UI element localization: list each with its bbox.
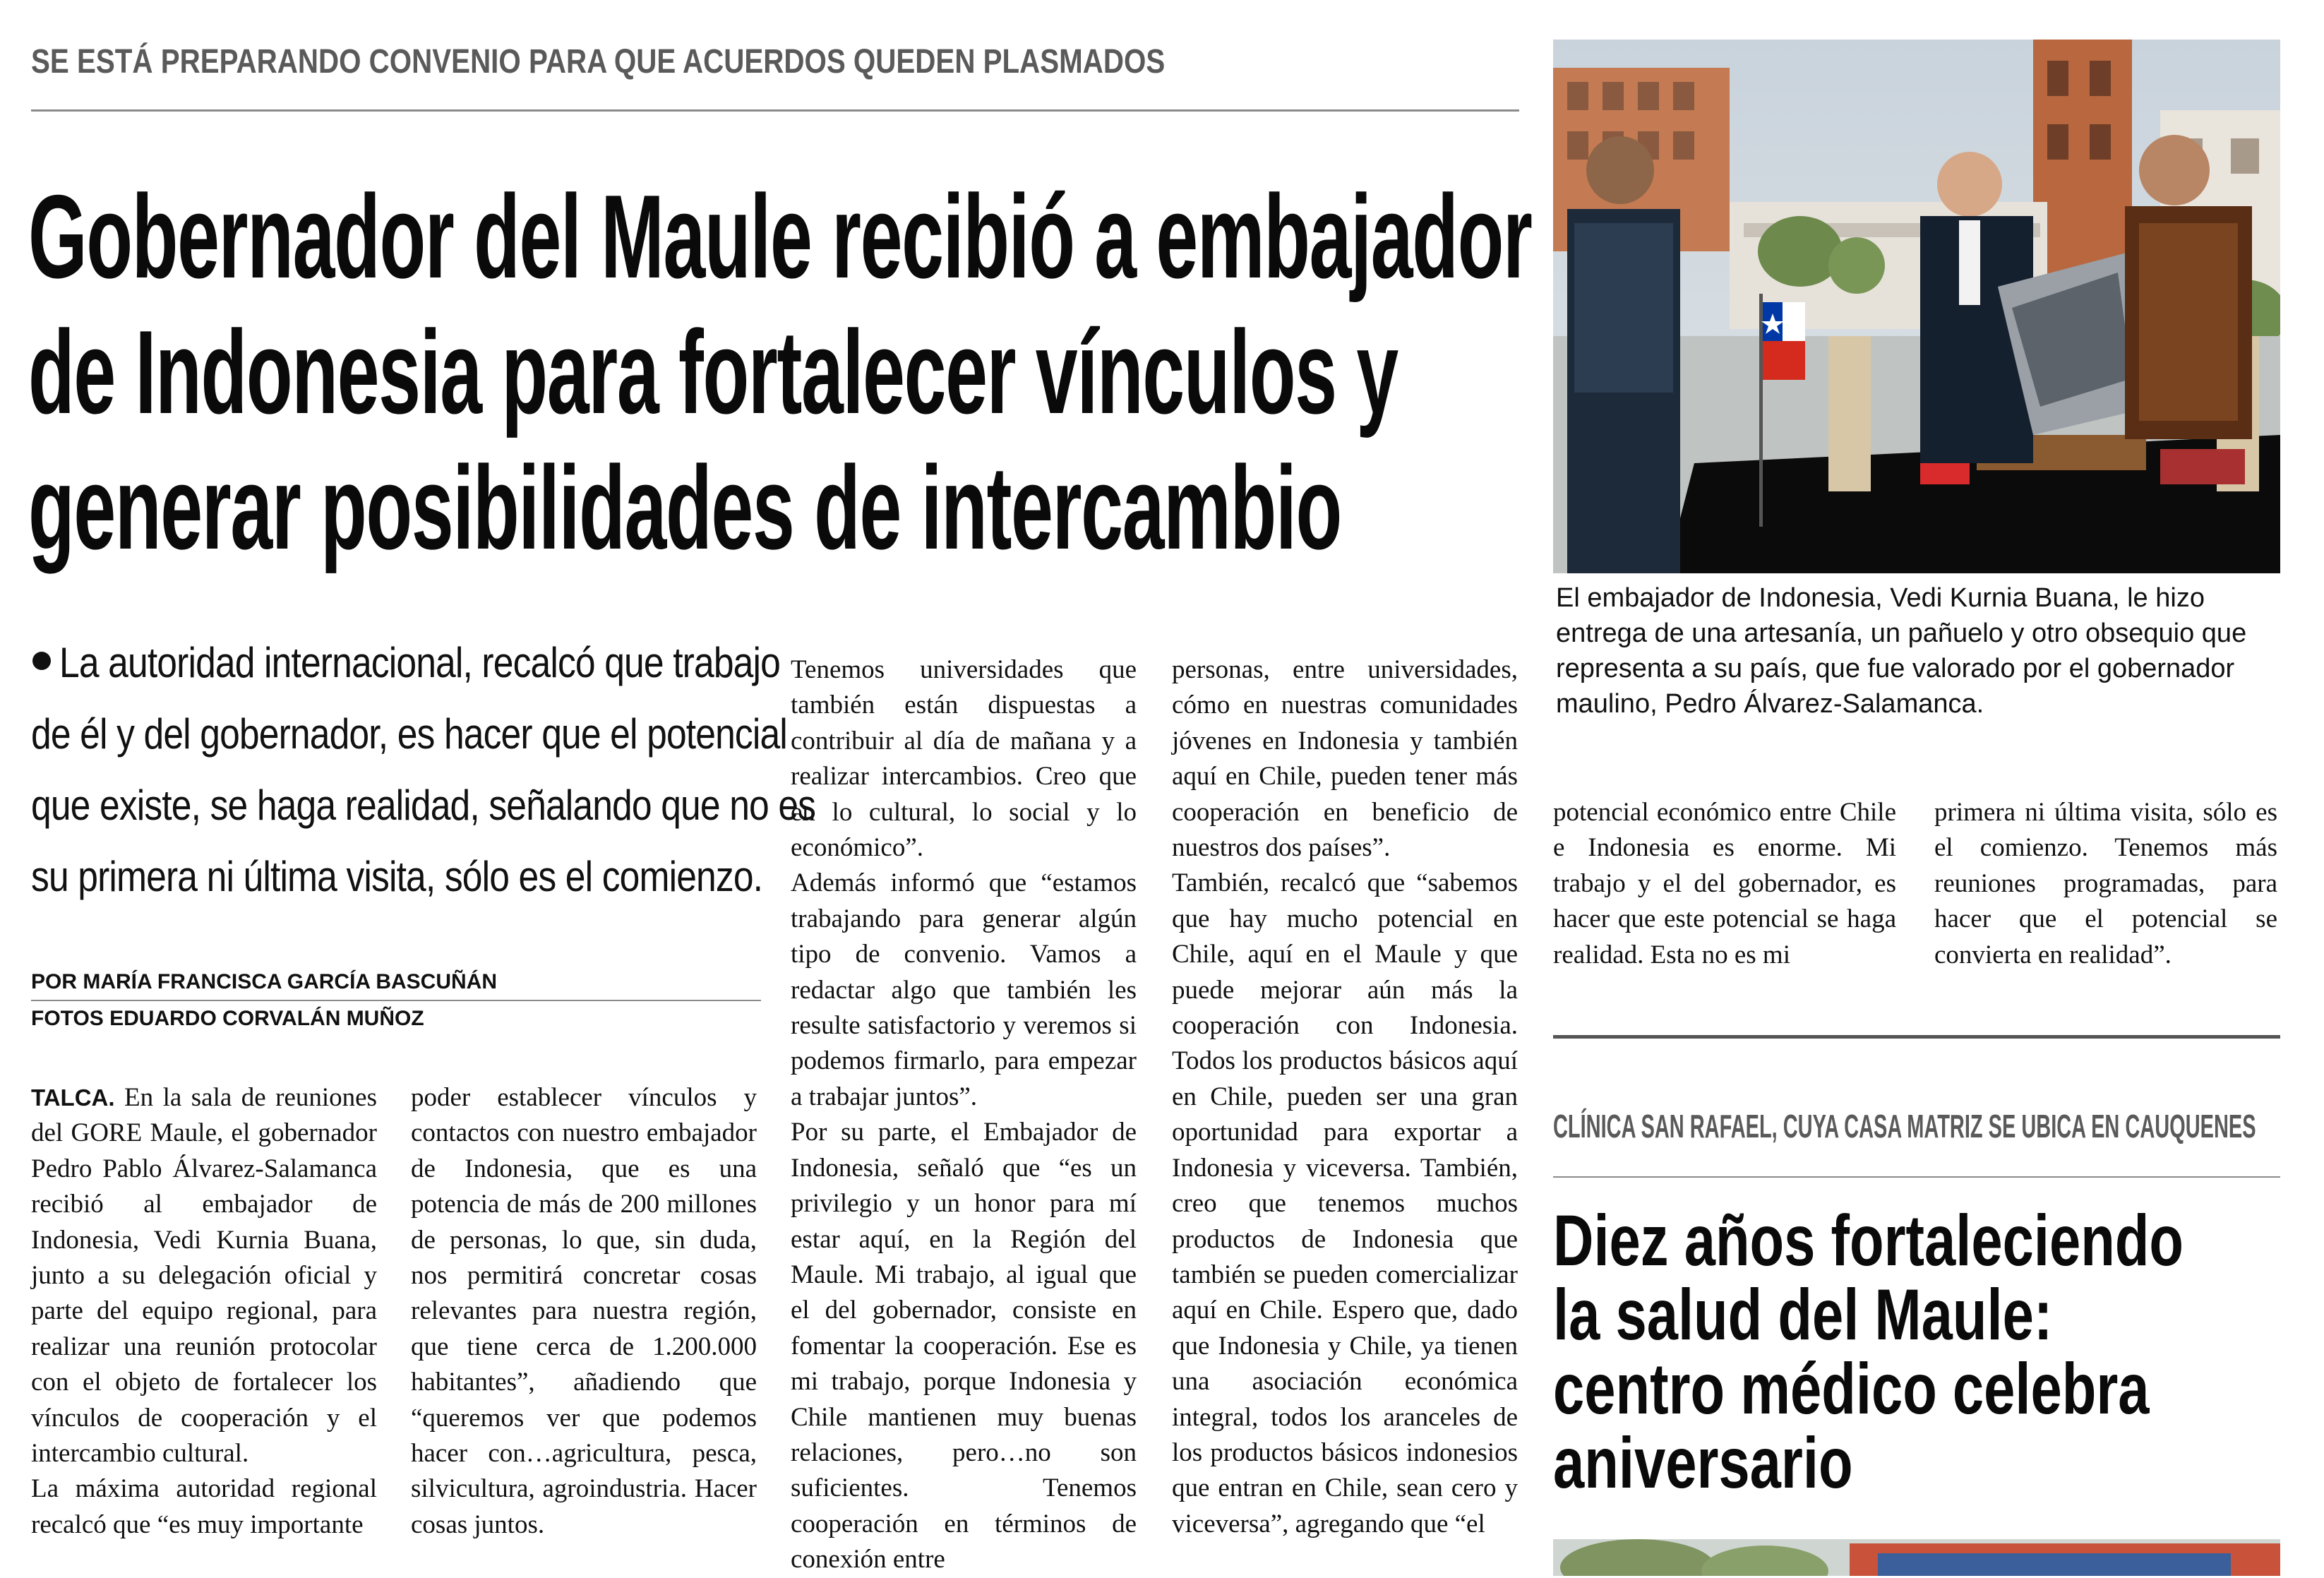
right-headline-line-4: aniversario: [1553, 1423, 1853, 1503]
photo-caption-line-4: maulino, Pedro Álvarez-Salamanca.: [1556, 689, 1984, 719]
body-paragraph: Tenemos universidades que también están dispuestas a contribuir al día de mañana y a realizar intercambios. Creo que en lo cultural, lo social y lo económico”.: [791, 655, 1137, 863]
body-paragraph: primera ni última visita, sólo es el comienzo. Tenemos más reuniones programadas, para hacer que el potencial se convierta en realidad”.: [1934, 798, 2277, 969]
kicker-divider: [31, 109, 1519, 112]
body-paragraph: En la sala de reuniones del GORE Maule, el gobernador Pedro Pablo Álvarez-Salamanca recibió al embajador de Indonesia, Vedi Kurnia Buana, junto a su delegación oficial y parte del equipo regional, para realizar una reunión protocolar con el objeto de fortalecer los vínculos de cooperación y el intercambio cultural.: [31, 1083, 377, 1469]
photo-caption-line-2: entrega de una artesanía, un pañuelo y otro obsequio que: [1556, 618, 2247, 648]
lead-line-1: La autoridad internacional, recalcó que trabajo: [59, 639, 780, 686]
byline-photos: FOTOS EDUARDO CORVALÁN MUÑOZ: [31, 1007, 424, 1030]
photo-caption-line-3: representa a su país, que fue valorado por el gobernador: [1556, 654, 2235, 683]
right-article-photo: [1553, 1539, 2280, 1576]
body-paragraph: personas, entre universidades, cómo en nuestras comunidades jóvenes en Indonesia y también aquí en Chile, pueden tener más cooperación en beneficio de nuestros dos países”.: [1172, 655, 1518, 863]
body-paragraph: Por su parte, el Embajador de Indonesia, señaló que “es un privilegio y un honor para mí estar aquí, en la Región del Maule. Mi trabajo, al igual que el del gobernador, consiste en fomentar la cooperación. Ese es mi trabajo, porque Indonesia y Chile mantienen muy buenas relaciones, pero…no son suficientes. Tenemos cooperación en términos de conexión entre: [791, 1118, 1137, 1574]
dateline: TALCA.: [31, 1084, 115, 1111]
body-paragraph: potencial económico entre Chile e Indonesia es enorme. Mi trabajo y el del gobernador, es hacer que este potencial se haga realidad. Esta no es mi: [1553, 798, 1896, 969]
headline-line-3: generar posibilidades de intercambio: [28, 441, 1341, 574]
body-column-6: [1934, 795, 2277, 969]
body-column-2: [411, 1080, 757, 1546]
lead-bullet: [32, 652, 51, 670]
byline-divider: [31, 1000, 761, 1001]
right-article-kicker: CLÍNICA SAN RAFAEL, CUYA CASA MATRIZ SE UBICA EN CAUQUENES: [1553, 1108, 2256, 1144]
body-column-5: [1553, 795, 1896, 969]
lead-line-3: que existe, se haga realidad, señalando que no es: [31, 782, 816, 829]
right-headline-line-1: Diez años fortaleciendo: [1553, 1200, 2184, 1281]
article-photo: [1553, 40, 2280, 573]
body-column-4: [1172, 652, 1518, 1549]
article-kicker: SE ESTÁ PREPARANDO CONVENIO PARA QUE ACUERDOS QUEDEN PLASMADOS: [31, 43, 1166, 80]
right-headline-line-2: la salud del Maule:: [1553, 1274, 2053, 1355]
headline-line-2: de Indonesia para fortalecer vínculos y: [28, 306, 1398, 438]
body-paragraph: También, recalcó que “sabemos que hay mucho potencial en Chile, aquí en el Maule y que puede mejorar aún más la cooperación con Indonesia. Todos los productos básicos aquí en Chile, pueden ser una gran oportunidad para exportar a Indonesia y viceversa. También, creo que tenemos muchos productos de Indonesia que también se pueden comercializar aquí en Chile. Espero que, dado que Indonesia y Chile, ya tienen una asociación económica integral, todos los aranceles de los productos básicos indonesios que entran en Chile, sean cero y viceversa”, agregando que “el: [1172, 868, 1518, 1538]
right-headline-line-3: centro médico celebra: [1553, 1349, 2150, 1429]
body-paragraph: Además informó que “estamos trabajando para generar algún tipo de convenio. Vamos a redactar algo que también les resulte satisfactorio y veremos si podemos firmarlo, para empezar a trabajar juntos”.: [791, 868, 1137, 1111]
right-kicker-divider: [1553, 1176, 2280, 1178]
body-column-3: [791, 652, 1137, 1574]
photo-caption-line-1: El embajador de Indonesia, Vedi Kurnia Buana, le hizo: [1556, 583, 2205, 613]
lead-line-2: de él y del gobernador, es hacer que el potencial: [31, 710, 787, 758]
lead-line-4: su primera ni última visita, sólo es el comienzo.: [31, 853, 763, 900]
body-paragraph: La máxima autoridad regional recalcó que “es muy importante: [31, 1474, 377, 1539]
body-column-1: [31, 1080, 377, 1546]
headline-line-1: Gobernador del Maule recibió a embajador: [28, 170, 1532, 303]
section-divider: [1553, 1035, 2280, 1039]
body-paragraph: poder establecer vínculos y contactos con nuestro embajador de Indonesia, que es una potencia de más de 200 millones de personas, lo que, sin duda, nos permitirá concretar cosas relevantes para nuestra región, que tiene cerca de 1.200.000 habitantes”, añadiendo que “queremos ver que podemos hacer con…agricultura, pesca, silvicultura, agroindustria. Hacer cosas juntos.: [411, 1083, 757, 1539]
byline-author: POR MARÍA FRANCISCA GARCÍA BASCUÑÁN: [31, 970, 497, 993]
